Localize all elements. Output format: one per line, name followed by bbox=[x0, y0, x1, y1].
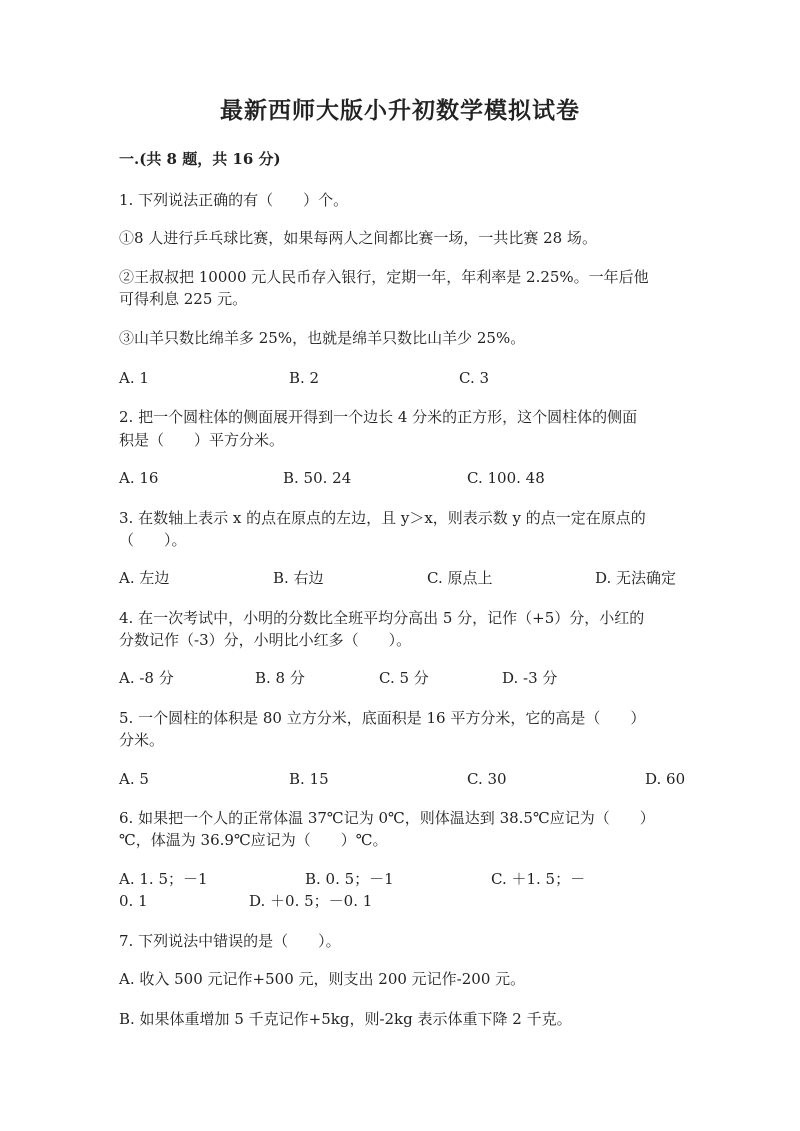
question-2-option-a: A. 16 bbox=[119, 469, 159, 487]
question-1-statement-3: ③山羊只数比绵羊多 25%，也就是绵羊只数比山羊少 25%。 bbox=[119, 329, 526, 347]
question-6-stem-cont: ℃，体温为 36.9℃应记为（ ）℃。 bbox=[119, 831, 388, 849]
question-4-option-d: D. -3 分 bbox=[502, 669, 558, 687]
question-6-option-b: B. 0. 5；－1 bbox=[305, 870, 394, 888]
question-7-option-a: A. 收入 500 元记作+500 元，则支出 200 元记作-200 元。 bbox=[119, 970, 526, 988]
question-3-stem-cont: （ ）。 bbox=[119, 531, 187, 549]
question-4-option-c: C. 5 分 bbox=[379, 669, 429, 687]
question-1-statement-2-cont: 可得利息 225 元。 bbox=[119, 290, 248, 308]
question-7-option-b: B. 如果体重增加 5 千克记作+5kg，则-2kg 表示体重下降 2 千克。 bbox=[119, 1010, 572, 1028]
question-5-stem-cont: 分米。 bbox=[119, 731, 165, 749]
question-4-option-b: B. 8 分 bbox=[255, 669, 305, 687]
page-title: 最新西师大版小升初数学模拟试卷 bbox=[220, 97, 580, 124]
question-1-option-b: B. 2 bbox=[289, 369, 320, 387]
question-6-option-d: D. ＋0. 5；－0. 1 bbox=[249, 892, 373, 910]
question-1-statement-1: ①8 人进行乒乓球比赛，如果每两人之间都比赛一场，一共比赛 28 场。 bbox=[119, 229, 597, 247]
question-6-option-c-cont: 0. 1 bbox=[119, 892, 148, 910]
section-heading: 一.(共 8 题，共 16 分) bbox=[119, 150, 281, 168]
question-2-stem-cont: 积是（ ）平方分米。 bbox=[119, 431, 285, 449]
question-2-stem: 2. 把一个圆柱体的侧面展开得到一个边长 4 分米的正方形，这个圆柱体的侧面 bbox=[119, 408, 638, 426]
question-1-statement-2: ②王叔叔把 10000 元人民币存入银行，定期一年，年利率是 2.25%。一年后他 bbox=[119, 268, 649, 286]
question-5-stem: 5. 一个圆柱的体积是 80 立方分米，底面积是 16 平方分米，它的高是（ ） bbox=[119, 709, 646, 727]
question-3-option-b: B. 右边 bbox=[273, 569, 324, 587]
question-5-option-a: A. 5 bbox=[119, 770, 149, 788]
question-1-option-a: A. 1 bbox=[119, 369, 149, 387]
question-3-option-d: D. 无法确定 bbox=[595, 569, 677, 587]
question-2-option-c: C. 100. 48 bbox=[467, 469, 545, 487]
question-3-stem: 3. 在数轴上表示 x 的点在原点的左边，且 y＞x，则表示数 y 的点一定在原点的 bbox=[119, 509, 646, 527]
question-4-option-a: A. -8 分 bbox=[119, 669, 174, 687]
question-5-option-b: B. 15 bbox=[289, 770, 329, 788]
question-5-option-c: C. 30 bbox=[467, 770, 507, 788]
question-1-stem: 1. 下列说法正确的有（ ）个。 bbox=[119, 191, 349, 209]
question-2-option-b: B. 50. 24 bbox=[283, 469, 352, 487]
question-6-stem: 6. 如果把一个人的正常体温 37℃记为 0℃，则体温达到 38.5℃应记为（ ） bbox=[119, 809, 655, 827]
question-4-stem: 4. 在一次考试中，小明的分数比全班平均分高出 5 分，记作（+5）分，小红的 bbox=[119, 609, 645, 627]
question-5-option-d: D. 60 bbox=[645, 770, 686, 788]
question-7-stem: 7. 下列说法中错误的是（ ）。 bbox=[119, 932, 341, 950]
question-6-option-a: A. 1. 5；－1 bbox=[119, 870, 208, 888]
question-6-option-c: C. ＋1. 5；－ bbox=[491, 870, 586, 888]
question-3-option-c: C. 原点上 bbox=[427, 569, 493, 587]
question-4-stem-cont: 分数记作（-3）分，小明比小红多（ ）。 bbox=[119, 631, 412, 649]
question-1-option-c: C. 3 bbox=[459, 369, 490, 387]
question-3-option-a: A. 左边 bbox=[119, 569, 170, 587]
